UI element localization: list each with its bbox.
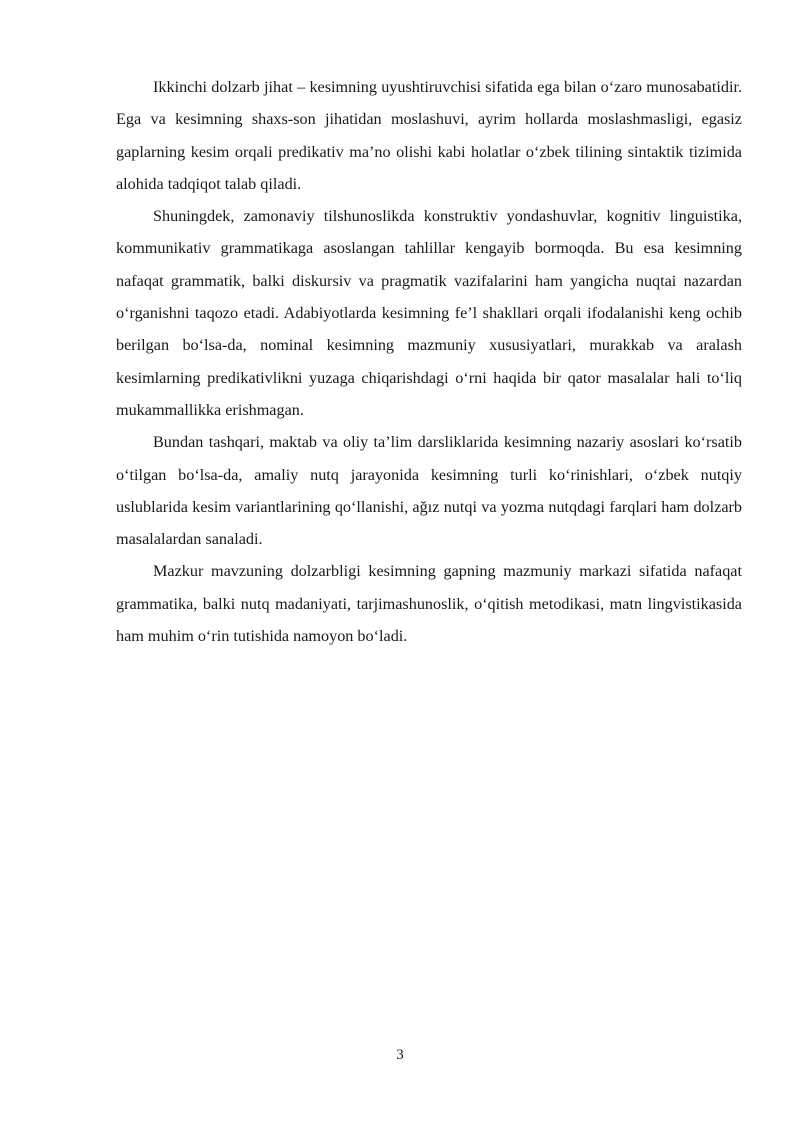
document-body: [116, 71, 742, 652]
paragraph-4: Mazkur mavzuning dolzarbligi kesimning gapning mazmuniy markazi sifatida nafaqat grammatika, balki nutq madaniyati, tarjimashunoslik, o‘qitish metodikasi, matn lingvistikasida ham muhim o‘rin tutishida namoyon bo‘ladi.: [116, 562, 742, 646]
page-number: 3: [396, 1047, 404, 1063]
paragraph-3: Bundan tashqari, maktab va oliy ta’lim darsliklarida kesimning nazariy asoslari ko‘rsatib o‘tilgan bo‘lsa-da, amaliy nutq jarayonida kesimning turli ko‘rinishlari, o‘zbek nutqiy uslublarida kesim variantlarining qo‘llanishi, ağız nutqi va yozma nutqdagi farqlari ham dolzarb masalalardan sanaladi.: [116, 433, 742, 549]
paragraph-2: Shuningdek, zamonaviy tilshunoslikda konstruktiv yondashuvlar, kognitiv linguistika, kommunikativ grammatikaga asoslangan tahlillar kengayib bormoqda. Bu esa kesimning nafaqat grammatik, balki diskursiv va pragmatik vazifalarini ham yangicha nuqtai nazardan o‘rganishni taqozo etadi. Adabiyotlarda kesimning fe’l shakllari orqali ifodalanishi keng ochib berilgan bo‘lsa-da, nominal kesimning mazmuniy xususiyatlari, murakkab va aralash kesimlarning predikativlikni yuzaga chiqarishdagi o‘rni haqida bir qator masalalar hali to‘liq mukammallikka erishmagan.: [116, 207, 742, 419]
paragraph-1: Ikkinchi dolzarb jihat – kesimning uyushtiruvchisi sifatida ega bilan o‘zaro munosabatidir. Ega va kesimning shaxs-son jihatidan moslashuvi, ayrim hollarda moslashmasligi, egasiz gaplarning kesim orqali predikativ ma’no olishi kabi holatlar o‘zbek tilining sintaktik tizimida alohida tadqiqot talab qiladi.: [116, 78, 742, 193]
